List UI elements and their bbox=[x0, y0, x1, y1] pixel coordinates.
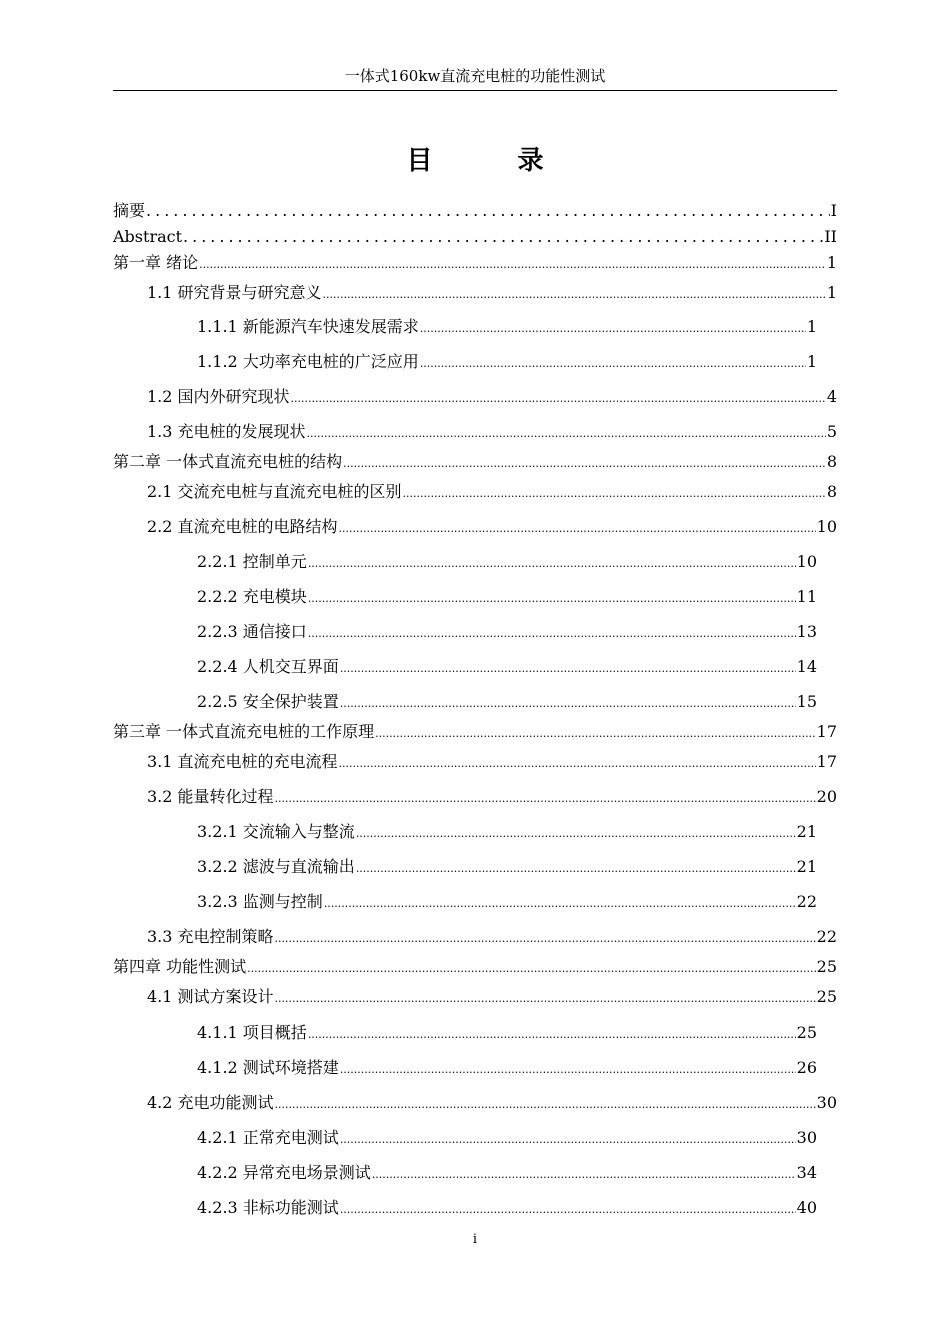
toc-entry-label: 2.2.2 充电模块 bbox=[197, 587, 307, 606]
toc-entry-label: 4.1.1 项目概括 bbox=[197, 1023, 307, 1042]
toc-entry-page: 5 bbox=[826, 422, 837, 441]
toc-entry-label: 2.2 直流充电桩的电路结构 bbox=[147, 517, 338, 536]
toc-leader bbox=[275, 1092, 816, 1118]
toc-entry-page: I bbox=[830, 201, 837, 220]
toc-leader bbox=[275, 986, 816, 1012]
toc-entry-abstract-en[interactable] bbox=[113, 224, 837, 250]
toc-entry-section-4-2-2[interactable] bbox=[197, 1160, 817, 1186]
toc-entry-section-3-2[interactable] bbox=[147, 784, 837, 810]
toc-entry-page: 1 bbox=[826, 283, 837, 302]
toc-entry-chapter-1[interactable] bbox=[113, 250, 837, 276]
toc-leader bbox=[324, 891, 796, 917]
toc-leader bbox=[375, 721, 816, 747]
toc-entry-page: 25 bbox=[796, 1023, 817, 1042]
toc-entry-label: 3.2.3 监测与控制 bbox=[197, 892, 323, 911]
toc-leader bbox=[308, 586, 796, 612]
toc-entry-chapter-3[interactable] bbox=[113, 719, 837, 745]
toc-entry-label: 4.2.3 非标功能测试 bbox=[197, 1198, 339, 1217]
toc-leader bbox=[340, 1057, 796, 1083]
toc-entry-label: 1.1 研究背景与研究意义 bbox=[147, 283, 322, 302]
toc-leader bbox=[340, 1197, 796, 1223]
toc-entry-label: 2.2.1 控制单元 bbox=[197, 552, 307, 571]
toc-entry-chapter-4[interactable] bbox=[113, 954, 837, 980]
toc-entry-page: 8 bbox=[826, 452, 837, 471]
toc-entry-section-1-1-2[interactable] bbox=[197, 349, 817, 375]
toc-leader bbox=[275, 786, 816, 812]
toc-leader bbox=[247, 956, 816, 982]
toc-entry-section-2-1[interactable] bbox=[147, 479, 837, 505]
toc-entry-page: 20 bbox=[816, 787, 837, 806]
toc-leader bbox=[323, 282, 826, 308]
page-number: i bbox=[472, 1232, 478, 1247]
toc-entry-section-4-2-3[interactable] bbox=[197, 1195, 817, 1221]
toc-entry-page: 22 bbox=[796, 892, 817, 911]
toc-entry-section-2-2-1[interactable] bbox=[197, 549, 817, 575]
toc-entry-page: 1 bbox=[826, 253, 837, 272]
toc-leader bbox=[308, 621, 796, 647]
toc-entry-page: 17 bbox=[816, 752, 837, 771]
toc-entry-page: 21 bbox=[796, 857, 817, 876]
running-header: 一体式160kw直流充电桩的功能性测试 bbox=[344, 67, 606, 85]
toc-leader bbox=[308, 551, 796, 577]
toc-entry-label: 4.1.2 测试环境搭建 bbox=[197, 1058, 339, 1077]
toc-entry-page: 14 bbox=[796, 657, 817, 676]
toc-entry-label: 2.2.3 通信接口 bbox=[197, 622, 307, 641]
toc-entry-page: 1 bbox=[806, 352, 817, 371]
toc-entry-label: 3.1 直流充电桩的充电流程 bbox=[147, 752, 338, 771]
toc-leader bbox=[308, 1022, 796, 1048]
toc-entry-page: 17 bbox=[816, 722, 837, 741]
toc-entry-section-1-2[interactable] bbox=[147, 384, 837, 410]
toc-entry-page: 4 bbox=[826, 387, 837, 406]
toc-entry-page: 10 bbox=[816, 517, 837, 536]
toc-entry-section-2-2-4[interactable] bbox=[197, 654, 817, 680]
toc-entry-section-2-2-3[interactable] bbox=[197, 619, 817, 645]
toc-leader bbox=[340, 1127, 796, 1153]
toc-leader bbox=[343, 451, 826, 477]
toc-entry-page: 10 bbox=[796, 552, 817, 571]
toc-leader bbox=[291, 386, 826, 412]
toc-entry-page: II bbox=[824, 227, 837, 246]
toc-entry-label: 第三章 一体式直流充电桩的工作原理 bbox=[113, 722, 375, 741]
toc-entry-label: 4.2.2 异常充电场景测试 bbox=[197, 1163, 371, 1182]
toc-leader bbox=[356, 856, 796, 882]
toc-entry-label: 摘要 bbox=[113, 201, 146, 220]
toc-leader bbox=[372, 1162, 796, 1188]
toc-entry-section-4-1-2[interactable] bbox=[197, 1055, 817, 1081]
toc-leader bbox=[199, 252, 826, 278]
toc-entry-section-3-3[interactable] bbox=[147, 924, 837, 950]
toc-entry-section-3-2-1[interactable] bbox=[197, 819, 817, 845]
toc-entry-abstract-cn[interactable] bbox=[113, 198, 837, 224]
toc-entry-label: 3.2 能量转化过程 bbox=[147, 787, 274, 806]
toc-entry-page: 21 bbox=[796, 822, 817, 841]
toc-leader bbox=[420, 316, 806, 342]
toc-title: 目 录 bbox=[406, 146, 582, 176]
toc-entry-section-4-2[interactable] bbox=[147, 1090, 837, 1116]
toc-entry-page: 26 bbox=[796, 1058, 817, 1077]
toc-entry-label: 1.1.2 大功率充电桩的广泛应用 bbox=[197, 352, 419, 371]
toc-entry-label: 3.3 充电控制策略 bbox=[147, 927, 274, 946]
toc-entry-section-2-2-5[interactable] bbox=[197, 689, 817, 715]
toc-entry-page: 30 bbox=[796, 1128, 817, 1147]
toc-leader bbox=[339, 751, 816, 777]
toc-entry-page: 13 bbox=[796, 622, 817, 641]
toc-entry-page: 8 bbox=[826, 482, 837, 501]
toc-entry-label: 2.2.5 安全保护装置 bbox=[197, 692, 339, 711]
toc-entry-label: 1.2 国内外研究现状 bbox=[147, 387, 290, 406]
toc-entry-section-3-2-2[interactable] bbox=[197, 854, 817, 880]
toc-entry-page: 1 bbox=[806, 317, 817, 336]
toc-entry-page: 25 bbox=[816, 987, 837, 1006]
toc-entry-label: 3.2.2 滤波与直流输出 bbox=[197, 857, 355, 876]
toc-entry-section-1-3[interactable] bbox=[147, 419, 837, 445]
toc-entry-label: 1.3 充电桩的发展现状 bbox=[147, 422, 306, 441]
toc-leader bbox=[183, 224, 823, 250]
toc-entry-section-3-2-3[interactable] bbox=[197, 889, 817, 915]
toc-entry-label: 4.1 测试方案设计 bbox=[147, 987, 274, 1006]
toc-entry-label: 第二章 一体式直流充电桩的结构 bbox=[113, 452, 343, 471]
toc-leader bbox=[275, 926, 816, 952]
toc-leader bbox=[146, 198, 830, 224]
toc-entry-label: Abstract bbox=[113, 227, 183, 246]
toc-entry-label: 第一章 绪论 bbox=[113, 253, 199, 272]
toc-entry-section-4-1[interactable] bbox=[147, 984, 837, 1010]
toc-entry-label: 第四章 功能性测试 bbox=[113, 957, 247, 976]
toc-entry-section-4-1-1[interactable] bbox=[197, 1020, 817, 1046]
toc-entry-label: 2.2.4 人机交互界面 bbox=[197, 657, 339, 676]
toc-entry-label: 3.2.1 交流输入与整流 bbox=[197, 822, 355, 841]
toc-entry-section-3-1[interactable] bbox=[147, 749, 837, 775]
toc-entry-page: 25 bbox=[816, 957, 837, 976]
toc-entry-section-2-2-2[interactable] bbox=[197, 584, 817, 610]
toc-entry-page: 40 bbox=[796, 1198, 817, 1217]
toc-entry-label: 2.1 交流充电桩与直流充电桩的区别 bbox=[147, 482, 402, 501]
toc-leader bbox=[420, 351, 806, 377]
toc-leader bbox=[307, 421, 826, 447]
toc-entry-section-2-2[interactable] bbox=[147, 514, 837, 540]
toc-leader bbox=[356, 821, 796, 847]
toc-entry-section-4-2-1[interactable] bbox=[197, 1125, 817, 1151]
toc-entry-page: 30 bbox=[816, 1093, 837, 1112]
toc-leader bbox=[340, 656, 796, 682]
toc-entry-label: 4.2.1 正常充电测试 bbox=[197, 1128, 339, 1147]
toc-entry-page: 22 bbox=[816, 927, 837, 946]
toc-entry-section-1-1-1[interactable] bbox=[197, 314, 817, 340]
toc-entry-label: 4.2 充电功能测试 bbox=[147, 1093, 274, 1112]
toc-leader bbox=[339, 516, 816, 542]
toc-entry-page: 15 bbox=[796, 692, 817, 711]
toc-entry-label: 1.1.1 新能源汽车快速发展需求 bbox=[197, 317, 419, 336]
toc-entry-chapter-2[interactable] bbox=[113, 449, 837, 475]
toc-leader bbox=[340, 691, 796, 717]
toc-entry-page: 11 bbox=[796, 587, 817, 606]
toc-entry-page: 34 bbox=[796, 1163, 817, 1182]
toc-leader bbox=[403, 481, 826, 507]
toc-entry-section-1-1[interactable] bbox=[147, 280, 837, 306]
